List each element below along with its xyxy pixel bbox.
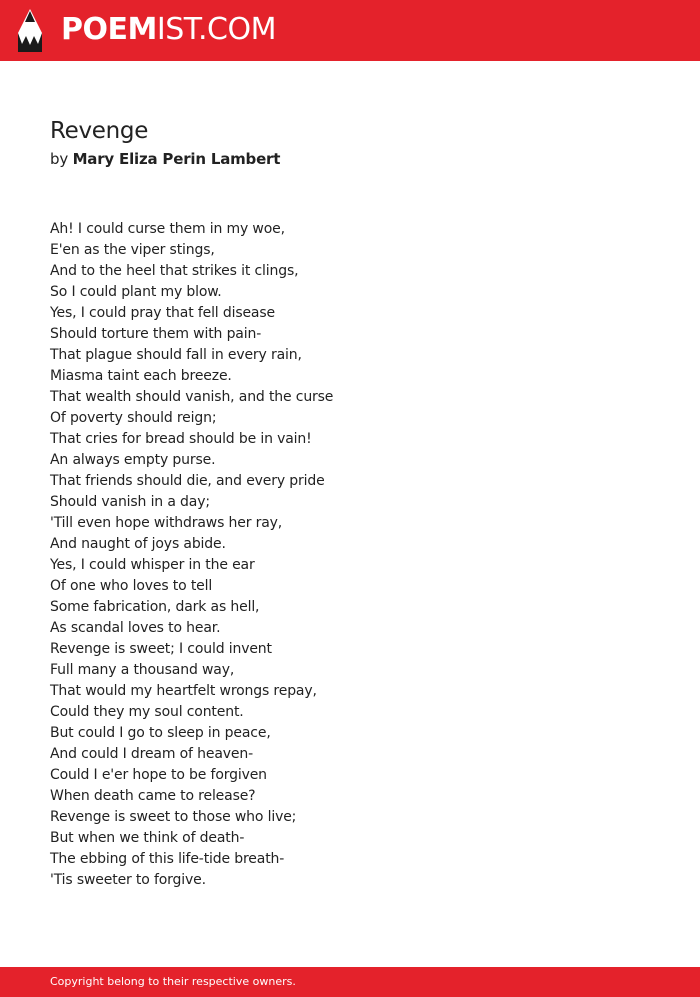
poem-line: Of one who loves to tell — [50, 578, 213, 594]
poem-line: That plague should fall in every rain, — [50, 347, 302, 363]
poem-title: Revenge — [50, 118, 149, 144]
poem-line: E'en as the viper stings, — [50, 242, 215, 258]
poem-line: That cries for bread should be in vain! — [50, 431, 312, 447]
poem-line: And to the heel that strikes it clings, — [50, 263, 299, 279]
poem-line: When death came to release? — [50, 788, 256, 804]
poem-line: An always empty purse. — [50, 452, 216, 468]
poem-line: Yes, I could pray that fell disease — [50, 305, 275, 321]
poem-line: That wealth should vanish, and the curse — [50, 389, 334, 405]
byline-prefix: by — [50, 150, 68, 168]
poem-line: Full many a thousand way, — [50, 662, 235, 678]
poem-line: That friends should die, and every pride — [50, 473, 325, 489]
poem-line: Could I e'er hope to be forgiven — [50, 767, 267, 783]
logo-brand-bold: POEM — [61, 12, 157, 47]
poem-line: That would my heartfelt wrongs repay, — [50, 683, 317, 699]
logo-brand-light: IST.COM — [156, 12, 276, 47]
poem-line: 'Till even hope withdraws her ray, — [50, 515, 283, 531]
poem-line: Some fabrication, dark as hell, — [50, 599, 260, 615]
site-header — [0, 0, 700, 61]
poem-line: Should torture them with pain- — [50, 326, 262, 342]
poem-line: Miasma taint each breeze. — [50, 368, 232, 384]
poem-body — [50, 219, 333, 891]
site-footer — [0, 967, 700, 997]
poem-line: Of poverty should reign; — [50, 410, 217, 426]
poem-line: Yes, I could whisper in the ear — [50, 557, 255, 573]
poem-line: Revenge is sweet to those who live; — [50, 809, 297, 825]
poem-line: Should vanish in a day; — [50, 494, 210, 510]
copyright-notice: Copyright belong to their respective owners. — [50, 975, 296, 988]
poem-line: But when we think of death- — [50, 830, 245, 846]
poem-line: Ah! I could curse them in my woe, — [50, 221, 285, 237]
poem-line: 'Tis sweeter to forgive. — [50, 872, 206, 888]
poem-line: And naught of joys abide. — [50, 536, 226, 552]
poem-author: Mary Eliza Perin Lambert — [72, 150, 281, 168]
poem-line: As scandal loves to hear. — [50, 620, 221, 636]
pencil-tip-icon[interactable] — [18, 9, 42, 52]
poem-line: And could I dream of heaven- — [50, 746, 253, 762]
poem-byline — [50, 149, 280, 169]
site-logo[interactable] — [61, 12, 276, 48]
poem-line: So I could plant my blow. — [50, 284, 222, 300]
poem-line: Revenge is sweet; I could invent — [50, 641, 272, 657]
poem-line: Could they my soul content. — [50, 704, 244, 720]
poem-line: But could I go to sleep in peace, — [50, 725, 271, 741]
poem-line: The ebbing of this life-tide breath- — [50, 851, 285, 867]
